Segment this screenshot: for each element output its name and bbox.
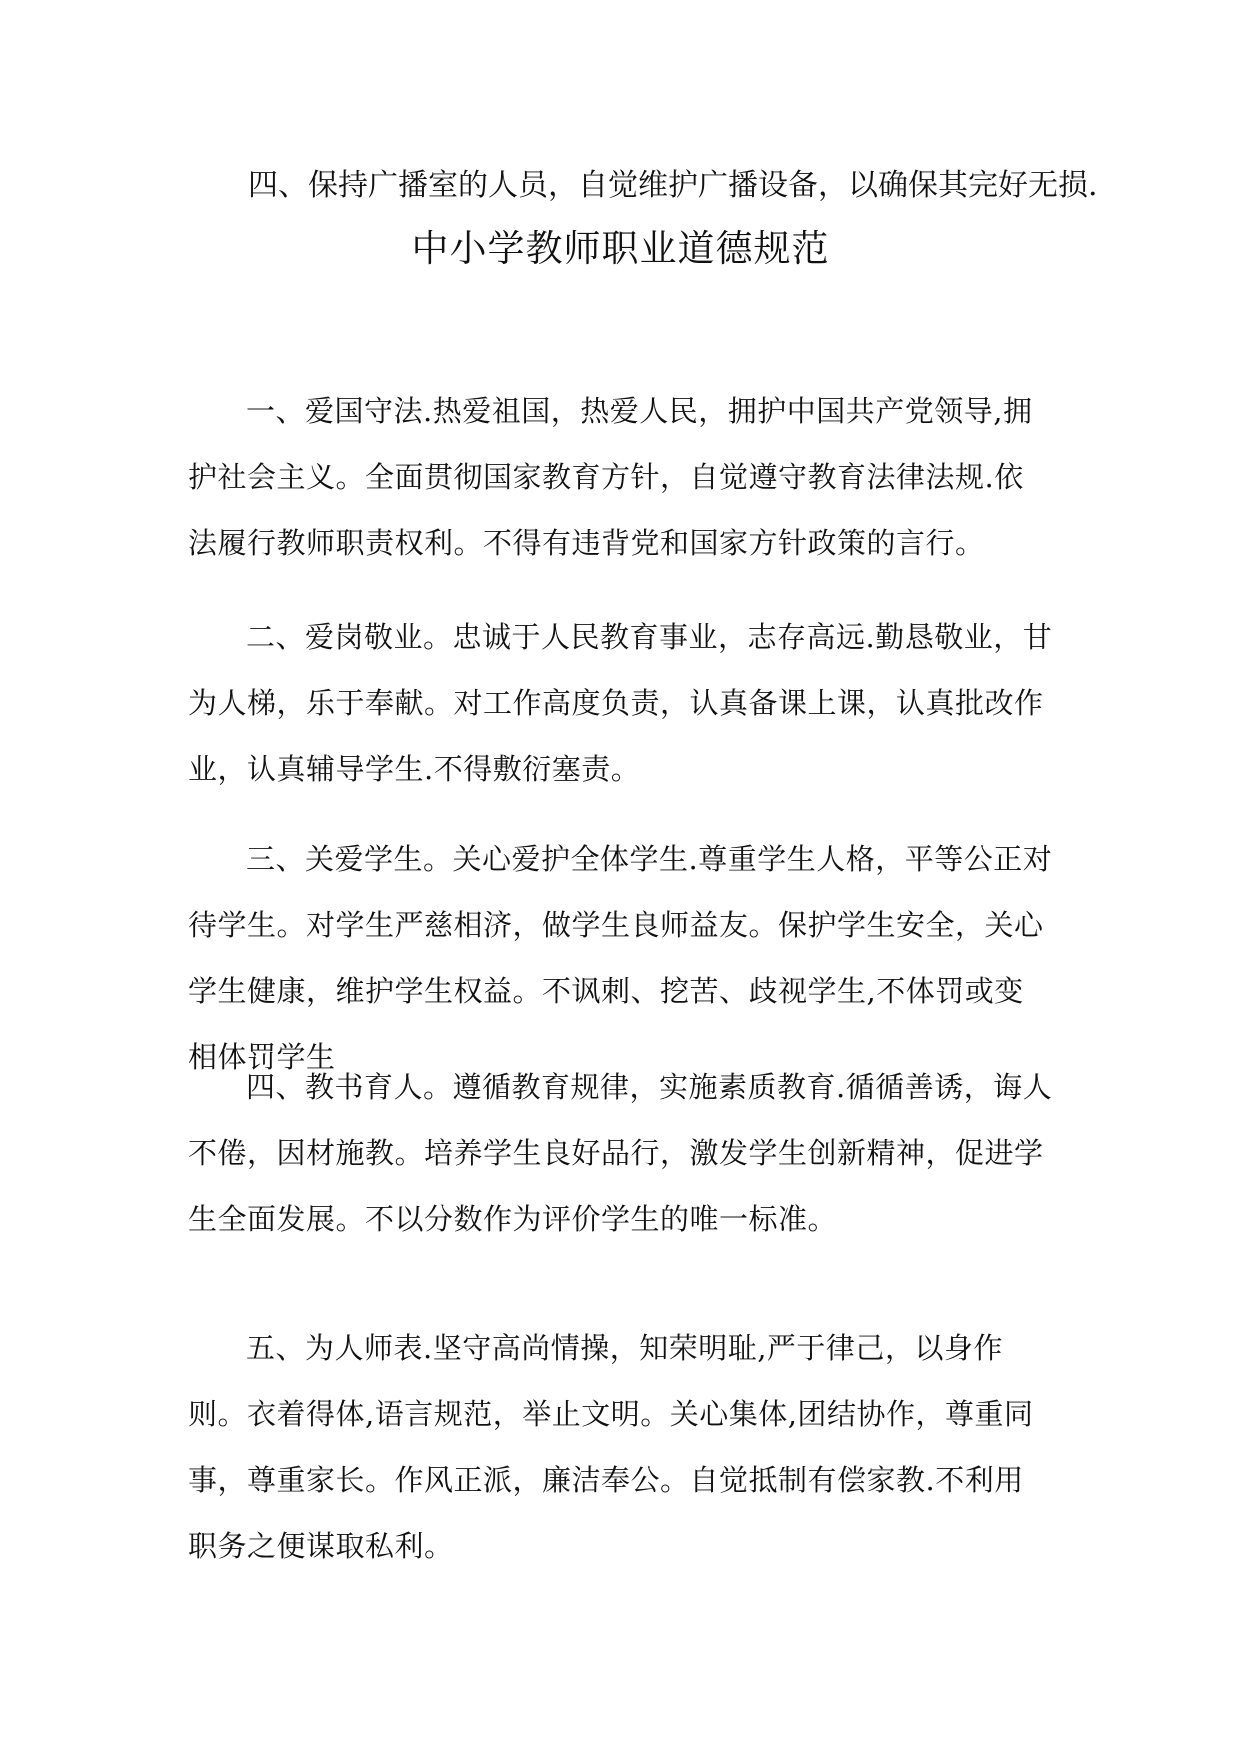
paragraph-role-model: 五、为人师表.坚守高尚情操，知荣明耻,严于律己，以身作则。衣着得体,语言规范，举止文明。关心集体,团结协作，尊重同事，尊重家长。作风正派，廉洁奉公。自觉抵制有偿家教.不利用职务之便谋取私利。: [188, 1331, 1034, 1563]
document-title: 中小学教师职业道德规范: [411, 227, 830, 270]
previous-section-last-line: 四、保持广播室的人员，自觉维护广播设备，以确保其完好无损.: [248, 168, 1098, 203]
paragraph-care-for-students: 三、关爱学生。关心爱护全体学生.尊重学生人格，平等公正对待学生。对学生严慈相济，做学生良师益友。保护学生安全，关心学生健康，维护学生权益。不讽刺、挖苦、歧视学生,不体罚或变相体罚学生: [188, 842, 1053, 1074]
paragraph-teaching-educating: 四、教书育人。遵循教育规律，实施素质教育.循循善诱，诲人不倦，因材施教。培养学生良好品行，激发学生创新精神，促进学生全面发展。不以分数作为评价学生的唯一标准。: [188, 1070, 1053, 1236]
paragraph-dedication: 二、爱岗敬业。忠诚于人民教育事业，志存高远.勤恳敬业，甘为人梯，乐于奉献。对工作高度负责，认真备课上课，认真批改作业，认真辅导学生.不得敷衍塞责。: [188, 620, 1053, 786]
paragraph-patriotism: 一、爱国守法.热爱祖国，热爱人民，拥护中国共产党领导,拥护社会主义。全面贯彻国家教育方针，自觉遵守教育法律法规.依法履行教师职责权利。不得有违背党和国家方针政策的言行。: [188, 394, 1033, 560]
